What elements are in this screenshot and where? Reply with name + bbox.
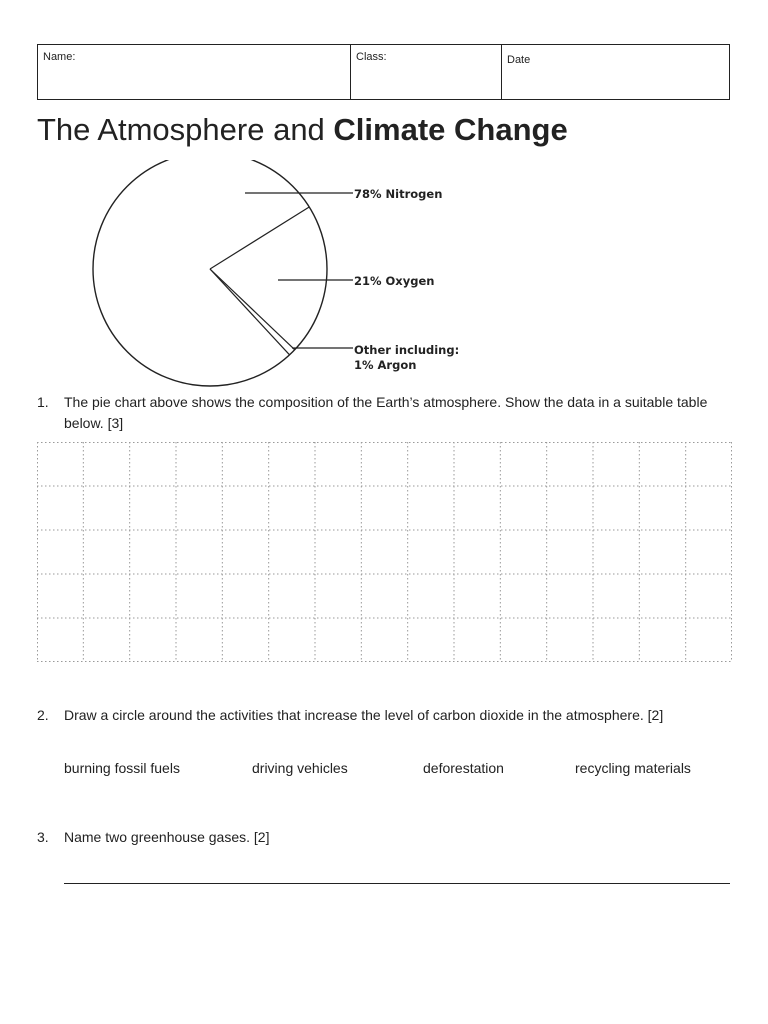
- question-2: [37, 705, 730, 727]
- name-label: Name:: [43, 51, 76, 63]
- question-number: 3.: [37, 829, 49, 845]
- atmosphere-pie-chart: [80, 160, 480, 390]
- pie-slice-boundary: [210, 269, 295, 350]
- page-title: [37, 112, 568, 148]
- answer-line[interactable]: [64, 883, 730, 884]
- pie-slice-boundary: [210, 269, 290, 355]
- class-field[interactable]: [351, 45, 502, 99]
- question-1: [37, 392, 730, 436]
- question-number: 2.: [37, 707, 49, 723]
- pie-slice-boundary: [210, 207, 309, 269]
- activity-burning-fossil-fuels[interactable]: burning fossil fuels: [64, 760, 180, 776]
- class-label: Class:: [356, 51, 387, 63]
- pie-label-oxygen: 21% Oxygen: [354, 274, 435, 288]
- activity-deforestation[interactable]: deforestation: [423, 760, 504, 776]
- question-number: 1.: [37, 394, 49, 410]
- pie-outline: [93, 160, 327, 386]
- question-3: [37, 827, 730, 849]
- title-regular: The Atmosphere and: [37, 112, 334, 147]
- pie-slice-nitrogen: [93, 160, 309, 386]
- date-label: Date: [507, 54, 531, 66]
- pie-slice-oxygen: [210, 207, 327, 350]
- title-bold: Climate Change: [333, 112, 568, 147]
- name-field[interactable]: [38, 45, 351, 99]
- activity-driving-vehicles[interactable]: driving vehicles: [252, 760, 348, 776]
- activity-recycling-materials[interactable]: recycling materials: [575, 760, 691, 776]
- answer-grid[interactable]: [37, 442, 732, 662]
- pie-label-nitrogen: 78% Nitrogen: [354, 187, 443, 201]
- pie-label-argon: 1% Argon: [354, 358, 417, 372]
- question-text: Draw a circle around the activities that increase the level of carbon dioxide in the atmosphere. [2]: [64, 707, 664, 723]
- pie-label-other: Other including:: [354, 343, 460, 357]
- date-field[interactable]: [502, 45, 729, 99]
- question-text: Name two greenhouse gases. [2]: [64, 829, 270, 845]
- student-info-table: [37, 44, 730, 100]
- question-text: The pie chart above shows the composition of the Earth’s atmosphere. Show the data in a suitable table below. [3]: [64, 394, 708, 431]
